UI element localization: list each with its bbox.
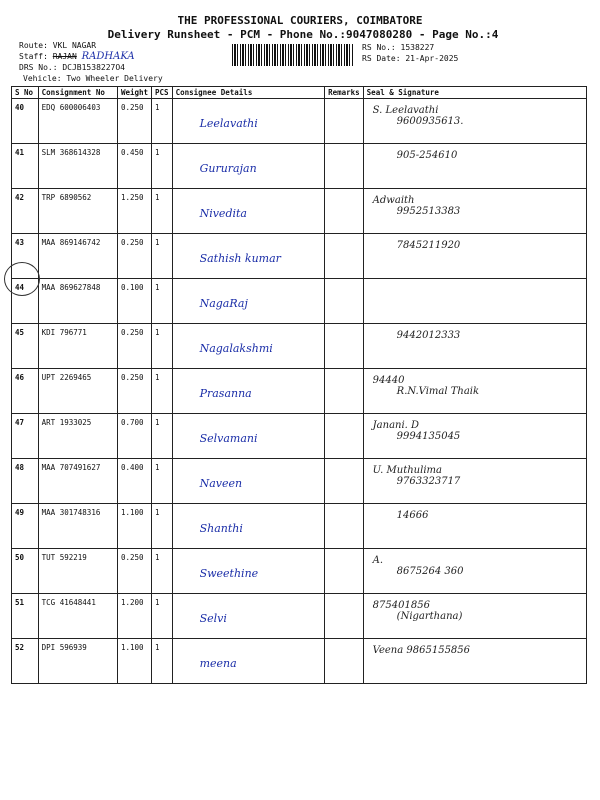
consignee-name-handwritten: Leelavathi bbox=[199, 117, 258, 130]
consignment-cell-text: TCG 41648441 bbox=[41, 598, 96, 607]
phone-handwritten: 9442012333 bbox=[396, 330, 461, 341]
signature-handwritten: Adwaith bbox=[372, 195, 415, 206]
signature-handwritten: Veena 9865155856 bbox=[372, 645, 471, 656]
seal-signature-cell bbox=[363, 459, 586, 504]
table-row bbox=[12, 594, 587, 639]
consignee-cell bbox=[172, 414, 324, 459]
col-header-consignee: Consignee Details bbox=[172, 87, 324, 99]
sno-cell bbox=[12, 639, 39, 684]
consignee-cell bbox=[172, 594, 324, 639]
sno-cell bbox=[12, 594, 39, 639]
pcs-cell bbox=[152, 144, 173, 189]
table-row bbox=[12, 144, 587, 189]
phone-handwritten: 7845211920 bbox=[396, 240, 461, 251]
pcs-cell bbox=[152, 459, 173, 504]
seal-signature-cell bbox=[363, 414, 586, 459]
remarks-cell bbox=[325, 189, 364, 234]
staff-line bbox=[19, 51, 135, 62]
col-header-pcs: PCS bbox=[152, 87, 173, 99]
weight-cell-text: 1.100 bbox=[120, 508, 144, 517]
consignee-cell bbox=[172, 369, 324, 414]
seal-signature-cell bbox=[363, 99, 586, 144]
sno-cell-text: 45 bbox=[15, 328, 25, 337]
seal-signature-cell bbox=[363, 144, 586, 189]
rs-date: RS Date: 21-Apr-2025 bbox=[362, 54, 459, 63]
sno-cell-text: 43 bbox=[15, 238, 25, 247]
pcs-cell bbox=[152, 99, 173, 144]
consignment-cell bbox=[38, 369, 117, 414]
consignee-cell bbox=[172, 279, 324, 324]
weight-cell-text: 0.250 bbox=[120, 238, 144, 247]
weight-cell-text: 0.700 bbox=[120, 418, 144, 427]
sno-cell bbox=[12, 99, 39, 144]
table-row bbox=[12, 279, 587, 324]
rs-number: RS No.: 1538227 bbox=[362, 43, 435, 52]
consignment-cell-text: DPI 596939 bbox=[41, 643, 87, 652]
consignee-cell bbox=[172, 144, 324, 189]
consignment-cell bbox=[38, 189, 117, 234]
pcs-cell-text: 1 bbox=[155, 328, 160, 337]
consignee-name-handwritten: Prasanna bbox=[199, 387, 252, 400]
consignment-cell-text: EDQ 600006403 bbox=[41, 103, 101, 112]
consignee-name-handwritten: meena bbox=[199, 657, 237, 670]
sno-cell-text: 49 bbox=[15, 508, 25, 517]
pcs-cell-text: 1 bbox=[155, 373, 160, 382]
seal-signature-cell bbox=[363, 279, 586, 324]
consignment-cell-text: MAA 869146742 bbox=[41, 238, 101, 247]
consignee-name-handwritten: Selvamani bbox=[199, 432, 258, 445]
table-row bbox=[12, 414, 587, 459]
pcs-cell-text: 1 bbox=[155, 508, 160, 517]
pcs-cell bbox=[152, 639, 173, 684]
seal-signature-cell bbox=[363, 504, 586, 549]
seal-signature-cell bbox=[363, 234, 586, 279]
weight-cell-text: 0.250 bbox=[120, 553, 144, 562]
consignee-name-handwritten: Nagalakshmi bbox=[199, 342, 273, 355]
seal-signature-cell bbox=[363, 324, 586, 369]
consignee-name-handwritten: Naveen bbox=[199, 477, 243, 490]
sno-cell-text: 46 bbox=[15, 373, 25, 382]
pcs-cell bbox=[152, 234, 173, 279]
remarks-cell bbox=[325, 549, 364, 594]
pcs-cell bbox=[152, 414, 173, 459]
weight-cell bbox=[117, 504, 151, 549]
consignment-cell bbox=[38, 549, 117, 594]
table-body bbox=[12, 99, 587, 684]
consignment-cell bbox=[38, 414, 117, 459]
weight-cell bbox=[117, 639, 151, 684]
consignee-cell bbox=[172, 549, 324, 594]
phone-handwritten: 9763323717 bbox=[396, 476, 461, 487]
signature-handwritten: Janani. D bbox=[372, 420, 420, 431]
consignment-cell-text: ART 1933025 bbox=[41, 418, 92, 427]
consignee-cell bbox=[172, 639, 324, 684]
pcs-cell-text: 1 bbox=[155, 103, 160, 112]
remarks-cell bbox=[325, 639, 364, 684]
col-header-seal: Seal & Signature bbox=[363, 87, 586, 99]
phone-handwritten: 8675264 360 bbox=[396, 566, 464, 577]
table-row bbox=[12, 459, 587, 504]
seal-signature-cell bbox=[363, 639, 586, 684]
consignment-cell bbox=[38, 459, 117, 504]
remarks-cell bbox=[325, 99, 364, 144]
weight-cell bbox=[117, 279, 151, 324]
weight-cell-text: 1.250 bbox=[120, 193, 144, 202]
table-row bbox=[12, 504, 587, 549]
sno-cell bbox=[12, 414, 39, 459]
table-row bbox=[12, 369, 587, 414]
remarks-cell bbox=[325, 459, 364, 504]
table-header-row bbox=[12, 87, 587, 99]
weight-cell bbox=[117, 234, 151, 279]
consignee-name-handwritten: NagaRaj bbox=[199, 297, 248, 310]
weight-cell bbox=[117, 144, 151, 189]
consignment-cell bbox=[38, 234, 117, 279]
consignee-name-handwritten: Sathish kumar bbox=[199, 252, 281, 265]
pcs-cell-text: 1 bbox=[155, 193, 160, 202]
ink-circle-mark bbox=[4, 262, 40, 296]
col-header-sno: S No bbox=[12, 87, 39, 99]
pcs-cell bbox=[152, 189, 173, 234]
consignment-cell-text: MAA 301748316 bbox=[41, 508, 101, 517]
sno-cell-text: 41 bbox=[15, 148, 25, 157]
pcs-cell-text: 1 bbox=[155, 553, 160, 562]
seal-signature-cell bbox=[363, 549, 586, 594]
sno-cell-text: 52 bbox=[15, 643, 25, 652]
weight-cell bbox=[117, 594, 151, 639]
phone-handwritten: 9994135045 bbox=[396, 431, 461, 442]
sno-cell-text: 47 bbox=[15, 418, 25, 427]
weight-cell bbox=[117, 549, 151, 594]
consignment-cell bbox=[38, 324, 117, 369]
remarks-cell bbox=[325, 369, 364, 414]
consignment-cell-text: SLM 368614328 bbox=[41, 148, 101, 157]
pcs-cell-text: 1 bbox=[155, 238, 160, 247]
signature-handwritten: A. bbox=[372, 555, 384, 566]
consignee-cell bbox=[172, 324, 324, 369]
consignment-cell-text: UPT 2269465 bbox=[41, 373, 92, 382]
remarks-cell bbox=[325, 594, 364, 639]
signature-handwritten: U. Muthulima bbox=[372, 465, 442, 476]
sno-cell bbox=[12, 459, 39, 504]
vehicle-label: Vehicle: Two Wheeler Delivery bbox=[23, 74, 163, 83]
weight-cell bbox=[117, 414, 151, 459]
remarks-cell bbox=[325, 279, 364, 324]
weight-cell bbox=[117, 459, 151, 504]
weight-cell-text: 1.200 bbox=[120, 598, 144, 607]
phone-handwritten: 905-254610 bbox=[396, 150, 458, 161]
route-label: Route: VKL NAGAR bbox=[19, 41, 97, 50]
consignment-cell bbox=[38, 144, 117, 189]
weight-cell bbox=[117, 99, 151, 144]
phone-handwritten: 9600935613. bbox=[396, 116, 464, 127]
col-header-remarks: Remarks bbox=[325, 87, 364, 99]
remarks-cell bbox=[325, 504, 364, 549]
pcs-cell bbox=[152, 549, 173, 594]
barcode bbox=[232, 44, 354, 66]
consignee-name-handwritten: Shanthi bbox=[199, 522, 243, 535]
sno-cell bbox=[12, 549, 39, 594]
table-row bbox=[12, 639, 587, 684]
consignment-cell bbox=[38, 639, 117, 684]
consignment-cell-text: MAA 707491627 bbox=[41, 463, 101, 472]
table-row bbox=[12, 189, 587, 234]
consignment-cell-text: TUT 592219 bbox=[41, 553, 87, 562]
pcs-cell bbox=[152, 594, 173, 639]
sno-cell-text: 44 bbox=[15, 283, 25, 292]
weight-cell-text: 0.450 bbox=[120, 148, 144, 157]
weight-cell bbox=[117, 369, 151, 414]
signature-handwritten: 94440 bbox=[372, 375, 405, 386]
remarks-cell bbox=[325, 234, 364, 279]
table-row bbox=[12, 99, 587, 144]
consignee-cell bbox=[172, 189, 324, 234]
sno-cell-text: 48 bbox=[15, 463, 25, 472]
sno-cell bbox=[12, 369, 39, 414]
consignee-cell bbox=[172, 459, 324, 504]
consignee-cell bbox=[172, 504, 324, 549]
weight-cell-text: 0.250 bbox=[120, 328, 144, 337]
consignment-cell-text: TRP 6890562 bbox=[41, 193, 92, 202]
pcs-cell-text: 1 bbox=[155, 148, 160, 157]
weight-cell-text: 0.250 bbox=[120, 103, 144, 112]
sno-cell-text: 51 bbox=[15, 598, 25, 607]
signature-handwritten: 875401856 bbox=[372, 600, 430, 611]
pcs-cell bbox=[152, 504, 173, 549]
seal-signature-cell bbox=[363, 594, 586, 639]
consignee-cell bbox=[172, 99, 324, 144]
sno-cell bbox=[12, 189, 39, 234]
remarks-cell bbox=[325, 414, 364, 459]
consignee-name-handwritten: Selvi bbox=[199, 612, 227, 625]
sno-cell-text: 40 bbox=[15, 103, 25, 112]
consignment-cell bbox=[38, 594, 117, 639]
pcs-cell-text: 1 bbox=[155, 598, 160, 607]
pcs-cell bbox=[152, 369, 173, 414]
consignment-cell bbox=[38, 504, 117, 549]
seal-signature-cell bbox=[363, 189, 586, 234]
consignment-cell bbox=[38, 99, 117, 144]
sno-cell-text: 42 bbox=[15, 193, 25, 202]
table-row bbox=[12, 234, 587, 279]
consignment-cell-text: MAA 869627848 bbox=[41, 283, 101, 292]
sno-cell bbox=[12, 144, 39, 189]
remarks-cell bbox=[325, 324, 364, 369]
pcs-cell bbox=[152, 279, 173, 324]
phone-handwritten: 9952513383 bbox=[396, 206, 461, 217]
staff-name-handwritten: RADHAKA bbox=[81, 51, 135, 62]
pcs-cell bbox=[152, 324, 173, 369]
weight-cell-text: 1.100 bbox=[120, 643, 144, 652]
consignee-name-handwritten: Gururajan bbox=[199, 162, 257, 175]
consignment-cell-text: KDI 796771 bbox=[41, 328, 87, 337]
sno-cell-text: 50 bbox=[15, 553, 25, 562]
staff-label: Staff: bbox=[19, 52, 48, 61]
phone-handwritten: R.N.Vimal Thaik bbox=[396, 386, 480, 397]
col-header-consignment: Consignment No bbox=[38, 87, 117, 99]
sno-cell bbox=[12, 324, 39, 369]
signature-handwritten: S. Leelavathi bbox=[372, 105, 439, 116]
consignee-name-handwritten: Sweethine bbox=[199, 567, 259, 580]
pcs-cell-text: 1 bbox=[155, 418, 160, 427]
seal-signature-cell bbox=[363, 369, 586, 414]
consignment-table bbox=[11, 86, 587, 684]
phone-handwritten: 14666 bbox=[396, 510, 429, 521]
col-header-weight: Weight bbox=[117, 87, 151, 99]
pcs-cell-text: 1 bbox=[155, 463, 160, 472]
staff-name-struck: RAJAN bbox=[52, 52, 77, 61]
consignment-cell bbox=[38, 279, 117, 324]
sno-cell bbox=[12, 504, 39, 549]
consignee-cell bbox=[172, 234, 324, 279]
weight-cell-text: 0.250 bbox=[120, 373, 144, 382]
phone-handwritten: (Nigarthana) bbox=[396, 611, 463, 622]
runsheet-subtitle: Delivery Runsheet - PCM - Phone No.:9047080280 - Page No.:4 bbox=[107, 28, 499, 41]
consignee-name-handwritten: Nivedita bbox=[199, 207, 247, 220]
table-row bbox=[12, 549, 587, 594]
drs-number: DRS No.: DCJB1538227O4 bbox=[19, 63, 125, 72]
table-row bbox=[12, 324, 587, 369]
weight-cell bbox=[117, 189, 151, 234]
pcs-cell-text: 1 bbox=[155, 643, 160, 652]
remarks-cell bbox=[325, 144, 364, 189]
company-title: THE PROFESSIONAL COURIERS, COIMBATORE bbox=[177, 14, 423, 27]
weight-cell-text: 0.100 bbox=[120, 283, 144, 292]
weight-cell-text: 0.400 bbox=[120, 463, 144, 472]
weight-cell bbox=[117, 324, 151, 369]
pcs-cell-text: 1 bbox=[155, 283, 160, 292]
